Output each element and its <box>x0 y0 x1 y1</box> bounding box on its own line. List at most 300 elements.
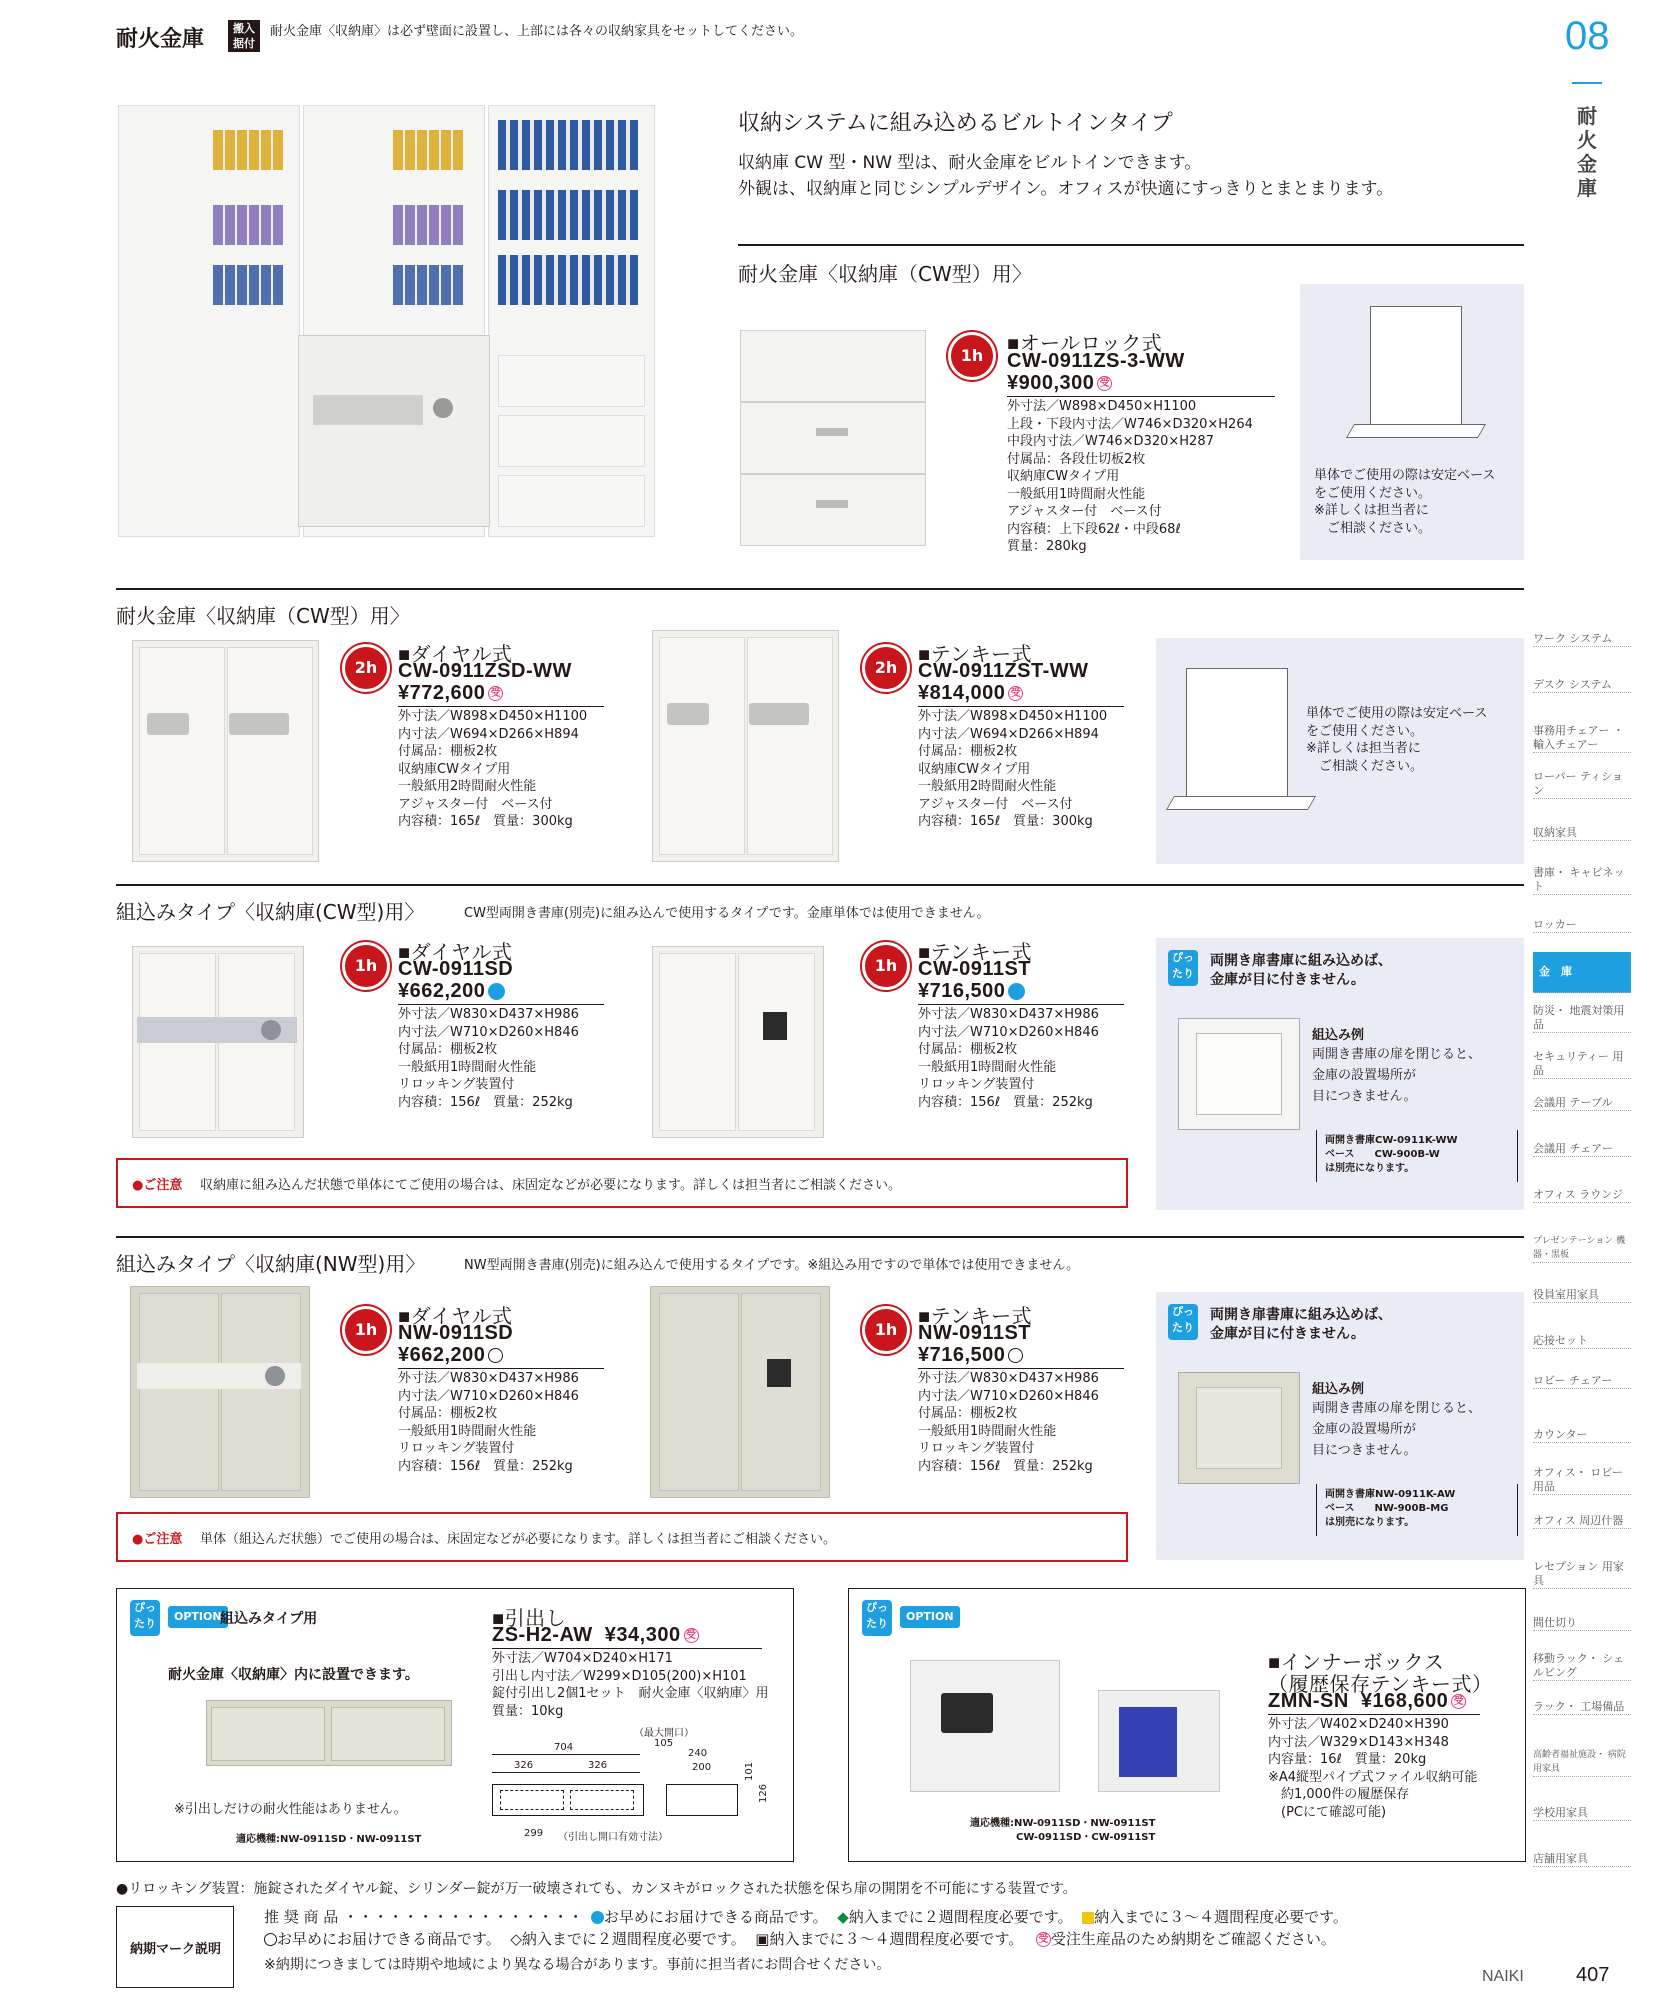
sidenav-item[interactable] <box>1533 678 1631 693</box>
section2-product1-price: ¥772,600 <box>398 682 486 704</box>
section1-price: ¥900,300 <box>1007 372 1095 394</box>
mark-text-2: 納入までに２週間程度必要です。 <box>848 1908 1073 1926</box>
note-line: ベース CW-900B-W <box>1325 1149 1440 1160</box>
hero-binders-6 <box>393 265 463 305</box>
section4-product1-fire-badge: 1h <box>342 1306 390 1354</box>
dim-105: 105 <box>654 1738 674 1749</box>
section2-product2-price: ¥814,000 <box>918 682 1006 704</box>
dim-line-top <box>492 1754 640 1755</box>
install-badge <box>228 20 260 52</box>
sidenav-item[interactable] <box>1533 1188 1631 1203</box>
spec-line: 一般紙用1時間耐火性能 <box>1007 486 1146 502</box>
delivery-label: 納期マーク説明 <box>130 1942 222 1957</box>
bracket-note <box>1316 1130 1518 1182</box>
hero-binders-7 <box>498 120 638 170</box>
section2-aside-text <box>1306 704 1487 774</box>
sidenav-item[interactable] <box>1533 1234 1631 1263</box>
option1-pitari-badge: ぴったり <box>130 1600 160 1636</box>
aside-line: ※詳しくは担当者に <box>1306 741 1421 756</box>
sidenav-label: オフィス 周辺什器 <box>1533 1514 1624 1527</box>
drawer-right <box>331 1707 445 1761</box>
dim-drawer-inner-1 <box>500 1790 564 1810</box>
spec-line: 質量：10kg <box>492 1703 564 1719</box>
dim-line-326 <box>492 1772 640 1773</box>
aside-line: ご相談ください。 <box>1314 520 1432 536</box>
delivery-note: ※納期につきましては時期や地域により異なる場合があります。事前に担当者にお問合せください。 <box>264 1957 891 1973</box>
delivery-line-2 <box>264 1928 1336 1949</box>
sidenav-item[interactable] <box>1533 1700 1631 1715</box>
section4-product2-specs <box>918 1370 1099 1475</box>
section3-product1-type: ■ダイヤル式 <box>398 942 513 964</box>
sidenav-item[interactable] <box>1533 632 1631 647</box>
spec-line: 収納庫CWタイプ用 <box>1007 469 1120 484</box>
aside-line: ※詳しくは担当者に <box>1314 503 1429 518</box>
drawer-top <box>740 330 926 402</box>
spec-line: 内寸法／W710×D260×H846 <box>918 1024 1099 1040</box>
option1-code: ZS-H2-AW <box>492 1624 593 1646</box>
door-left <box>139 647 225 855</box>
sidenav-item[interactable] <box>1533 1096 1631 1111</box>
sidenav-item[interactable] <box>1533 1374 1631 1389</box>
spec-line: 内寸法／W710×D260×H846 <box>398 1388 579 1404</box>
section4-product1-price-line <box>398 1344 503 1367</box>
delivery-legend <box>116 1906 1524 1986</box>
spec-line: 内寸法／W694×D266×H894 <box>398 726 579 742</box>
spec-line: 内寸法／W694×D266×H894 <box>918 726 1099 742</box>
option2-rule <box>1268 1714 1480 1715</box>
intro-line-1: 収納庫 CW 型・NW 型は、耐火金庫をビルトインできます。 <box>738 153 1202 173</box>
section2-product1-fire-badge: 2h <box>342 644 390 692</box>
option1-code-line <box>492 1624 699 1647</box>
option1-type: ■引出し <box>492 1608 567 1630</box>
hero-binders-1 <box>213 130 283 170</box>
spec-line: 収納庫CWタイプ用 <box>918 761 1031 777</box>
example-line: 目につきません。 <box>1312 1089 1417 1104</box>
dial-panel <box>229 713 289 735</box>
sidenav-label: 会議用 テーブル <box>1533 1096 1613 1109</box>
option1-price: ¥34,300 <box>604 1624 681 1646</box>
sidenav-label: ローパー ティション <box>1533 770 1623 797</box>
square-mark: ▣ <box>755 1930 770 1948</box>
spec-line: 付属品：棚板2枚 <box>918 1406 1018 1421</box>
option1-rule <box>492 1648 762 1649</box>
option2-pitari-badge: ぴったり <box>862 1600 892 1636</box>
sidenav-label: 書庫・ キャビネット <box>1533 866 1625 893</box>
option2-option-badge: OPTION <box>900 1606 960 1628</box>
section4-rule <box>116 1236 1524 1238</box>
sidenav-item[interactable] <box>1533 1806 1631 1821</box>
page-title: 耐火金庫 <box>116 27 205 52</box>
intro-line-2: 外観は、収納庫と同じシンプルデザイン。オフィスが快適にすっきりとまとまります。 <box>738 179 1394 199</box>
install-badge-text: 搬入据付 <box>233 22 255 50</box>
sidenav-label: レセプション 用家具 <box>1533 1560 1624 1587</box>
door-right <box>227 647 313 855</box>
sidenav-label: 間仕切り <box>1533 1616 1577 1629</box>
aside-headline-2: 金庫が目に付きません。 <box>1210 1326 1365 1342</box>
built-in-example-safe <box>1196 1033 1282 1115</box>
spec-line: 外寸法／W402×D240×H390 <box>1268 1717 1449 1732</box>
dim-200: 200 <box>692 1762 712 1773</box>
keypad <box>763 1012 787 1040</box>
section1-rule <box>738 244 1524 246</box>
section3-product1-code: CW-0911SD <box>398 958 514 980</box>
section4-product2-price: ¥716,500 <box>918 1344 1006 1366</box>
section2-product1-code: CW-0911ZSD-WW <box>398 660 572 682</box>
section2-rule <box>116 588 1524 590</box>
section1-product-image <box>740 330 926 545</box>
side-nav <box>1533 0 1631 1900</box>
keypad <box>767 1359 791 1387</box>
ring-mark <box>264 1933 277 1946</box>
section4-subtitle: NW型両開き書庫(別売)に組み込んで使用するタイプです。※組込み用ですので単体では使用できません。 <box>464 1258 1080 1273</box>
mark-text-5: 納入までに２週間程度必要です。 <box>521 1930 746 1948</box>
sidenav-label: 金 庫 <box>1539 965 1572 978</box>
section4-product1-type: ■ダイヤル式 <box>398 1306 513 1328</box>
door-left <box>659 637 745 855</box>
drawer-handle-2 <box>816 500 848 508</box>
sidenav-label: 事務用チェアー ・輸入チェアー <box>1533 724 1624 751</box>
section2-product1-price-line <box>398 682 503 705</box>
section3-product1-price: ¥662,200 <box>398 980 486 1002</box>
spec-line: 外寸法／W830×D437×H986 <box>398 1371 579 1386</box>
spec-line: 一般紙用2時間耐火性能 <box>398 779 537 794</box>
spec-line: 一般紙用1時間耐火性能 <box>918 1423 1057 1439</box>
option2-price: ¥168,600 <box>1360 1690 1449 1712</box>
uke-mark: 受 <box>1451 1694 1466 1709</box>
door-right <box>221 1293 301 1491</box>
sidenav-item[interactable] <box>1533 826 1631 841</box>
spec-line: リロッキング装置付 <box>918 1077 1035 1092</box>
example-line: 金庫の設置場所が <box>1312 1422 1417 1437</box>
section1-title: 耐火金庫〈収納庫（CW型）用〉 <box>738 262 1032 286</box>
section2-product2-price-line <box>918 682 1023 705</box>
section4-product1-specs <box>398 1370 579 1475</box>
spec-line: 質量：280kg <box>1007 539 1087 554</box>
spec-line: 上段・下段内寸法／W746×D320×H264 <box>1007 416 1253 432</box>
spec-line: 内寸法／W710×D260×H846 <box>918 1388 1099 1404</box>
aside-line: 単体でご使用の際は安定ベース <box>1314 468 1496 483</box>
dim-drawer-inner-2 <box>570 1790 634 1810</box>
aside-line: をご使用ください。 <box>1314 485 1432 501</box>
option2-applicable-1: 適応機種:NW-0911SD・NW-0911ST <box>970 1818 1156 1829</box>
spec-line: 約1,000件の履歴保存 <box>1268 1787 1410 1802</box>
spec-line: 一般紙用1時間耐火性能 <box>398 1423 537 1439</box>
section3-product1-specs <box>398 1006 579 1111</box>
spec-line: 内容量：16ℓ 質量：20kg <box>1268 1752 1427 1767</box>
bracket-note-text <box>1325 1488 1455 1530</box>
hero-drawer-1 <box>498 355 645 407</box>
section3-title: 組込みタイプ〈収納庫(CW型)用〉 <box>116 900 425 924</box>
drawer-bottom <box>740 474 926 546</box>
ring-mark <box>1008 1348 1023 1363</box>
dim-126: 126 <box>758 1783 770 1804</box>
section1-aside <box>1300 284 1524 560</box>
drawer-dimension-diagram <box>488 1724 788 1852</box>
section3-product2-rule <box>918 1004 1124 1005</box>
keypad-panel <box>667 703 709 725</box>
header-note: 耐火金庫〈収納庫〉は必ず壁面に設置し、上部には各々の収納家具をセットしてください。 <box>270 24 804 39</box>
sidenav-item[interactable] <box>1533 1748 1631 1777</box>
spec-line: 内容積：165ℓ 質量：300kg <box>398 814 573 829</box>
uke-mark: 受 <box>684 1628 699 1643</box>
caution-label: ●ご注意 <box>132 1178 183 1193</box>
base-illustration-plinth <box>1346 424 1486 438</box>
pitari-badge: ぴったり <box>1168 1304 1198 1340</box>
section3-product1-price-line <box>398 980 505 1003</box>
section4-title: 組込みタイプ〈収納庫(NW型)用〉 <box>116 1252 426 1276</box>
aside-line: ご相談ください。 <box>1306 758 1424 774</box>
spec-line: 付属品：棚板2枚 <box>398 744 498 759</box>
note-line: 両開き書庫NW-0911K-AW <box>1325 1489 1456 1500</box>
hero-drawer-3 <box>498 475 645 527</box>
chapter-label-text: 耐火金庫 <box>1577 104 1597 200</box>
sidenav-item-active[interactable] <box>1533 952 1631 993</box>
aside-headline-2: 金庫が目に付きません。 <box>1210 972 1365 988</box>
blue-dot-mark <box>488 983 505 1000</box>
sidenav-item[interactable] <box>1533 1514 1631 1529</box>
option2-type: ■インナーボックス <box>1268 1652 1445 1674</box>
section3-product2-price-line <box>918 980 1025 1003</box>
door-left <box>659 953 736 1131</box>
section3-product2-code: CW-0911ST <box>918 958 1032 980</box>
section2-product1-image <box>132 640 319 862</box>
section4-product1-price: ¥662,200 <box>398 1344 486 1366</box>
door-right <box>738 953 815 1131</box>
option2-code-line <box>1268 1690 1466 1713</box>
sidenav-label: 高齢者福祉施設・ 病院用家具 <box>1533 1750 1626 1774</box>
sidenav-item[interactable] <box>1533 918 1631 933</box>
section3-product1-image <box>132 946 304 1138</box>
spec-line: 引出し内寸法／W299×D105(200)×H101 <box>492 1668 747 1684</box>
sidenav-item[interactable] <box>1533 1616 1631 1631</box>
hero-safe-dial <box>433 398 453 418</box>
sidenav-item[interactable] <box>1533 724 1631 753</box>
option1-label: 組込みタイプ用 <box>220 1611 318 1627</box>
keypad-panel <box>749 703 809 725</box>
section2-title: 耐火金庫〈収納庫（CW型）用〉 <box>116 604 410 628</box>
note-line: は別売になります。 <box>1325 1517 1415 1528</box>
section2-product2-fire-badge: 2h <box>862 644 910 692</box>
sidenav-item[interactable] <box>1533 1050 1631 1079</box>
sidenav-label: 応接セット <box>1533 1334 1588 1347</box>
dim-704: 704 <box>554 1742 574 1753</box>
section2-product2-code: CW-0911ZST-WW <box>918 660 1089 682</box>
section4-product2-rule <box>918 1368 1124 1369</box>
blue-dot-mark <box>1008 983 1025 1000</box>
section3-product2-fire-badge: 1h <box>862 942 910 990</box>
hero-binders-9 <box>498 255 638 305</box>
sidenav-label: デスク システム <box>1533 678 1612 691</box>
drawer-left <box>211 1707 325 1761</box>
spec-line: 外寸法／W830×D437×H986 <box>918 1007 1099 1022</box>
built-in-example-safe <box>1196 1387 1282 1469</box>
spec-line: アジャスター付 ベース付 <box>398 796 553 812</box>
uke-mark: 受 <box>1097 376 1112 391</box>
note-line: は別売になります。 <box>1325 1163 1415 1174</box>
section1-price-rule <box>1007 396 1275 397</box>
dim-240: 240 <box>688 1748 708 1759</box>
sidenav-label: プレゼンテーション 機器・黒板 <box>1533 1236 1626 1260</box>
section3-rule <box>116 884 1524 886</box>
section2-product2-rule <box>918 706 1124 707</box>
spec-line: 内容積：156ℓ 質量：252kg <box>398 1458 573 1474</box>
dial-knob <box>261 1020 281 1040</box>
section4-product2-image <box>650 1286 830 1498</box>
spec-line: 外寸法／W898×D450×H1100 <box>398 709 588 724</box>
dim-299-note: （引出し開口有効寸法） <box>558 1832 668 1843</box>
section4-product1-image <box>130 1286 310 1498</box>
section4-product1-code: NW-0911SD <box>398 1322 514 1344</box>
spec-line: リロッキング装置付 <box>398 1077 515 1092</box>
sidenav-label: 防災・ 地震対策用品 <box>1533 1004 1625 1031</box>
section3-product2-specs <box>918 1006 1099 1111</box>
sidenav-item[interactable] <box>1533 1852 1631 1867</box>
sidenav-item[interactable] <box>1533 1288 1631 1303</box>
section4-product2-fire-badge: 1h <box>862 1306 910 1354</box>
spec-line: アジャスター付 ベース付 <box>1007 504 1162 519</box>
uke-mark: 受 <box>1036 1932 1051 1947</box>
section1-price-line <box>1007 372 1112 395</box>
door-right <box>747 637 833 855</box>
inner-box-keypad <box>941 1693 993 1733</box>
dim-101: 101 <box>744 1761 756 1782</box>
example-text <box>1312 1398 1481 1461</box>
inner-box-image <box>910 1660 1060 1792</box>
spec-line: 錠付引出し2個1セット 耐火金庫〈収納庫〉用 <box>492 1686 769 1701</box>
section3-subtitle: CW型両開き書庫(別売)に組み込んで使用するタイプです。金庫単体では使用できません。 <box>464 906 990 921</box>
uke-mark: 受 <box>1008 686 1023 701</box>
sidenav-item[interactable] <box>1533 1004 1631 1033</box>
spec-line: 付属品：棚板2枚 <box>398 1406 498 1421</box>
example-title: 組込み例 <box>1312 1028 1365 1043</box>
example-text <box>1312 1044 1481 1107</box>
spec-line: 収納庫CWタイプ用 <box>398 761 511 777</box>
example-line: 両開き書庫の扉を閉じると、 <box>1312 1047 1482 1062</box>
spec-line: 外寸法／W830×D437×H986 <box>398 1007 579 1022</box>
example-line: 両開き書庫の扉を閉じると、 <box>1312 1401 1482 1416</box>
yellow-square-mark <box>1082 1912 1094 1924</box>
section2-product2-specs <box>918 708 1107 831</box>
mark-text-7: 受注生産品のため納期をご確認ください。 <box>1050 1930 1336 1948</box>
sidenav-label: ロッカー <box>1533 918 1577 931</box>
spec-line: 付属品：棚板2枚 <box>918 1042 1018 1057</box>
base-illustration <box>1370 306 1462 428</box>
option2-specs <box>1268 1716 1477 1821</box>
sidenav-label: オフィス・ ロビー用品 <box>1533 1466 1623 1493</box>
base-illustration-plinth <box>1166 796 1316 810</box>
spec-line: 内容積：156ℓ 質量：252kg <box>918 1094 1093 1110</box>
door-right <box>741 1293 821 1491</box>
hero-binders-2 <box>213 205 283 245</box>
hero-safe <box>298 335 490 527</box>
option1-specs <box>492 1650 769 1720</box>
section3-product2-image <box>652 946 824 1138</box>
section3-product2-price: ¥716,500 <box>918 980 1006 1002</box>
sidenav-item[interactable] <box>1533 1466 1631 1495</box>
sidenav-item[interactable] <box>1533 1652 1631 1681</box>
sidenav-item[interactable] <box>1533 1560 1631 1589</box>
open-diamond-mark: ◇ <box>510 1930 522 1948</box>
sidenav-item[interactable] <box>1533 1334 1631 1349</box>
sidenav-label: セキュリティー 用品 <box>1533 1050 1624 1077</box>
aside-line: 単体でご使用の際は安定ベース <box>1306 706 1488 721</box>
section4-aside <box>1156 1292 1524 1560</box>
spec-line: 内容積：上下段62ℓ・中段68ℓ <box>1007 521 1181 537</box>
spec-line: 内容積：156ℓ 質量：252kg <box>918 1458 1093 1474</box>
spec-line: 中段内寸法／W746×D320×H287 <box>1007 434 1214 449</box>
aside-line: をご使用ください。 <box>1306 723 1424 739</box>
section2-aside <box>1156 638 1524 864</box>
dial-panel <box>147 713 189 735</box>
option1-nofire: ※引出しだけの耐火性能はありません。 <box>174 1802 407 1817</box>
mark-text-1: お早めにお届けできる商品です。 <box>603 1908 828 1926</box>
spec-line: リロッキング装置付 <box>398 1441 515 1456</box>
option2-code: ZMN-SN <box>1268 1690 1349 1712</box>
hero-safe-handle <box>313 395 423 425</box>
section1-specs <box>1007 398 1253 556</box>
spec-line: 付属品：各段仕切板2枚 <box>1007 451 1146 467</box>
section4-caution <box>116 1512 1128 1562</box>
spec-line: 内寸法／W710×D260×H846 <box>398 1024 579 1040</box>
drawer-unit-image <box>206 1700 452 1766</box>
ring-mark <box>488 1348 503 1363</box>
section1-code: CW-0911ZS-3-WW <box>1007 350 1185 372</box>
section4-product1-rule <box>398 1368 604 1369</box>
section2-product2-image <box>652 630 839 862</box>
section4-product2-price-line <box>918 1344 1023 1367</box>
sidenav-label: 会議用 チェアー <box>1533 1142 1613 1155</box>
spec-line: 内容積：156ℓ 質量：252kg <box>398 1094 573 1110</box>
note-line: ベース NW-900B-MG <box>1325 1503 1449 1514</box>
option1-applicable: 適応機種:NW-0911SD・NW-0911ST <box>236 1834 422 1845</box>
sidenav-label: 役員室用家具 <box>1533 1288 1599 1301</box>
bracket-note <box>1316 1484 1518 1536</box>
drawer-handle-1 <box>816 428 848 436</box>
aside-headline-1: 両開き扉書庫に組み込めば、 <box>1210 953 1392 969</box>
option1-option-badge: OPTION <box>168 1606 228 1628</box>
hero-binders-5 <box>393 205 463 245</box>
mark-text-3: 納入までに３～４週間程度必要です。 <box>1094 1908 1348 1926</box>
spec-line: 付属品：棚板2枚 <box>918 744 1018 759</box>
spec-line: 外寸法／W830×D437×H986 <box>918 1371 1099 1386</box>
spec-line: アジャスター付 ベース付 <box>918 796 1073 812</box>
caution-label: ●ご注意 <box>132 1532 183 1547</box>
inner-box-open-image <box>1098 1690 1220 1792</box>
spec-line: 一般紙用1時間耐火性能 <box>398 1059 537 1075</box>
sidenav-label: 移動ラック・ シェルビング <box>1533 1652 1625 1679</box>
section3-product1-fire-badge: 1h <box>342 942 390 990</box>
sidenav-item[interactable] <box>1533 866 1631 895</box>
section2-product1-rule <box>398 706 604 707</box>
sidenav-label: ロビー チェアー <box>1533 1374 1613 1387</box>
uke-mark: 受 <box>488 686 503 701</box>
sidenav-item[interactable] <box>1533 770 1631 799</box>
delivery-line-1 <box>264 1906 1348 1927</box>
sidenav-item[interactable] <box>1533 1142 1631 1157</box>
sidenav-item[interactable] <box>1533 1428 1631 1443</box>
option1-fit: 耐火金庫〈収納庫〉内に設置できます。 <box>168 1667 419 1683</box>
bracket-note-text <box>1325 1134 1458 1176</box>
section2-product1-type: ■ダイヤル式 <box>398 644 513 666</box>
hero-binders-3 <box>213 265 283 305</box>
section3-product1-rule <box>398 1004 604 1005</box>
spec-line: 内容積：165ℓ 質量：300kg <box>918 814 1093 829</box>
example-line: 目につきません。 <box>1312 1443 1417 1458</box>
mark-text-6: 納入までに３～４週間程度必要です。 <box>769 1930 1024 1948</box>
spec-line: リロッキング装置付 <box>918 1441 1035 1456</box>
inner-box-binder <box>1119 1707 1177 1777</box>
diamond-mark: ◆ <box>837 1908 849 1926</box>
